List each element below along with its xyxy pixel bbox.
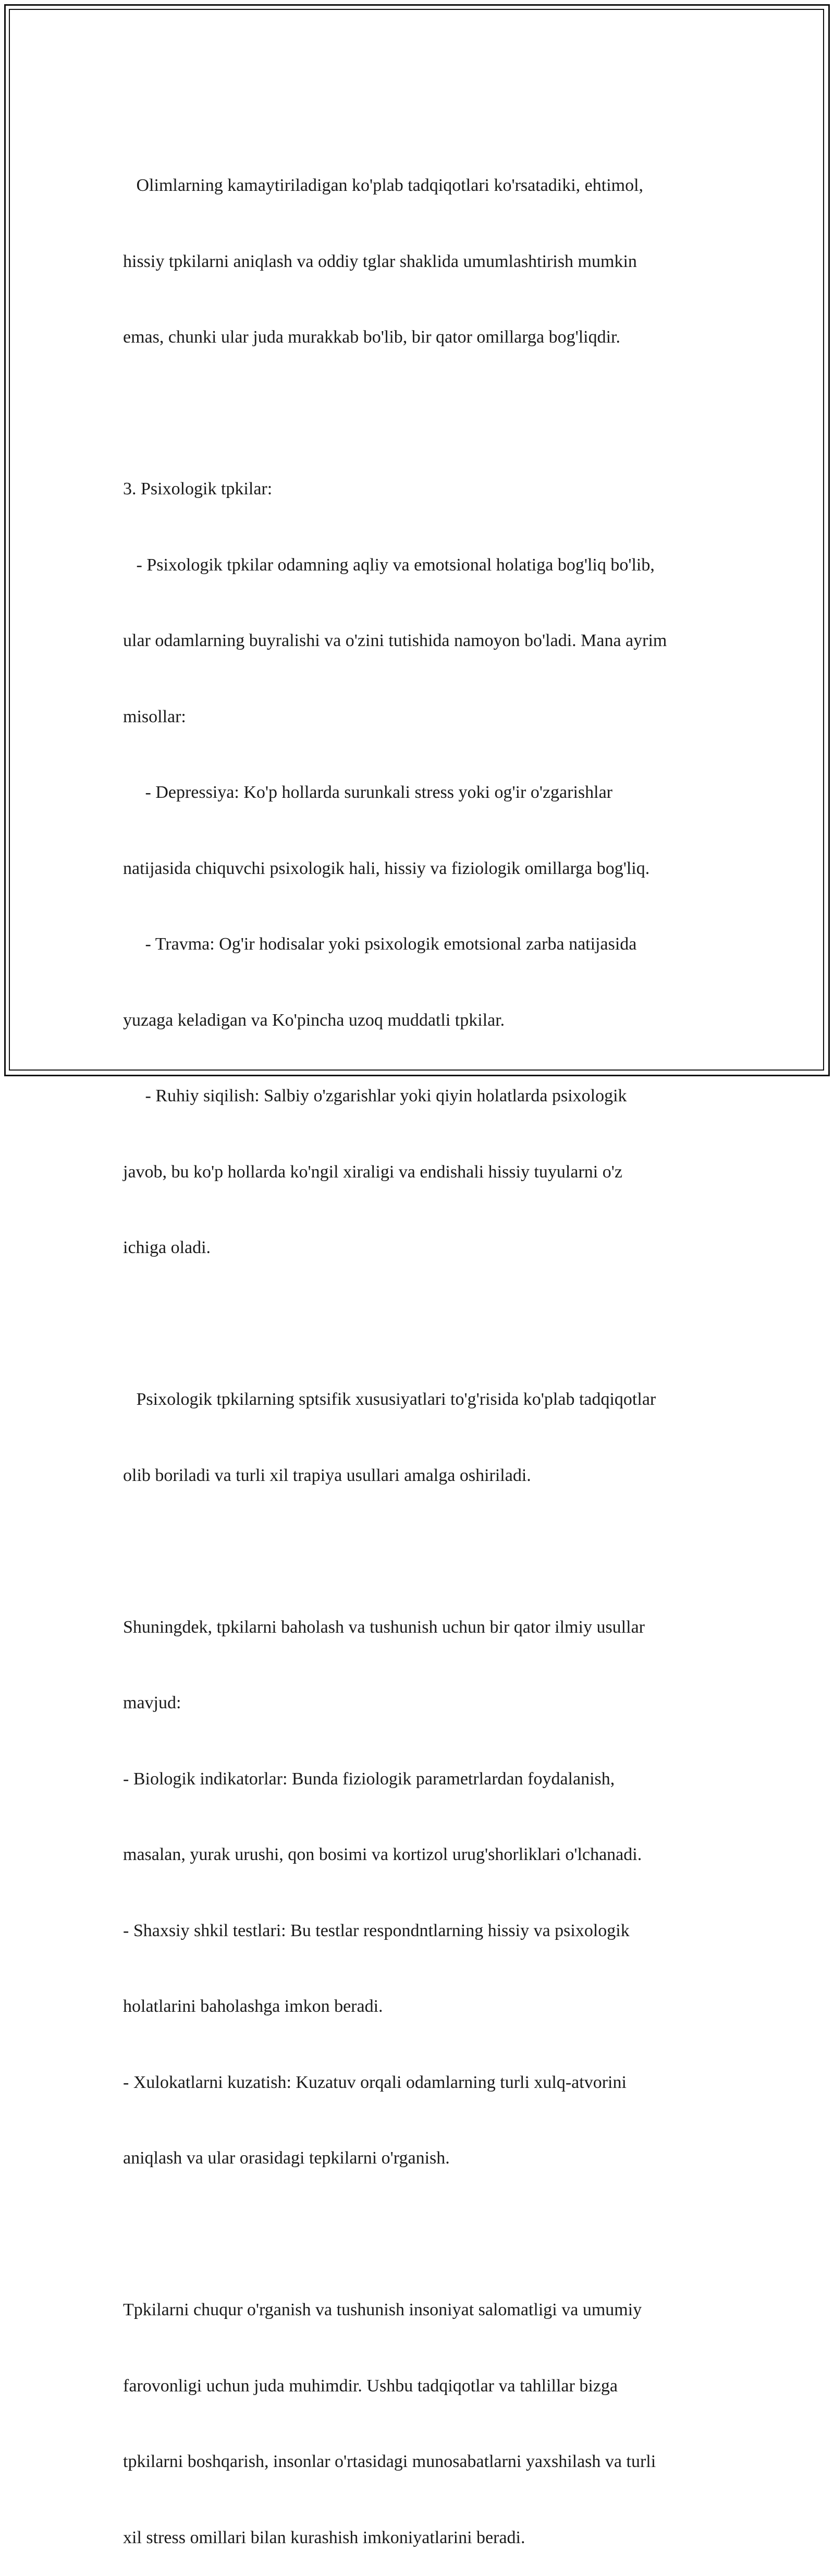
text-line: yuzaga keladigan va Ko'pincha uzoq muddatli tpkilar.	[123, 1010, 505, 1030]
blank-line	[123, 1539, 717, 1564]
text-line: Olimlarning kamaytiriladigan ko'plab tadqiqotlari ko'rsatadiki, ehtimol,	[123, 176, 644, 195]
text-line: - Psixologik tpkilar odamning aqliy va emotsional holatiga bog'liq bo'lib,	[123, 555, 655, 575]
text-line: Shuningdek, tpkilarni baholash va tushunish uchun bir qator ilmiy usullar	[123, 1617, 645, 1637]
text-line: Tpkilarni chuqur o'rganish va tushunish insoniyat salomatligi va umumiy	[123, 2300, 642, 2319]
text-line: mavjud:	[123, 1693, 181, 1712]
blank-line	[123, 2222, 717, 2247]
text-line: aniqlash va ular orasidagi tepkilarni o'rganish.	[123, 2148, 450, 2168]
text-line: masalan, yurak urushi, qon bosimi va kortizol urug'shorliklari o'lchanadi.	[123, 1845, 642, 1864]
text-line: olib boriladi va turli xil trapiya usullari amalga oshiriladi.	[123, 1465, 531, 1485]
text-line: - Xulokatlarni kuzatish: Kuzatuv orqali odamlarning turli xulq-atvorini	[123, 2072, 627, 2092]
text-line: javob, bu ko'p hollarda ko'ngil xiraligi va endishali hissiy tuyularni o'z	[123, 1162, 622, 1182]
text-line: farovonligi uchun juda muhimdir. Ushbu tadqiqotlar va tahlillar bizga	[123, 2376, 618, 2396]
text-line: misollar:	[123, 707, 186, 726]
text-line: - Ruhiy siqilish: Salbiy o'zgarishlar yoki qiyin holatlarda psixologik	[123, 1086, 627, 1105]
text-line: ichiga oladi.	[123, 1238, 211, 1257]
text-line: Psixologik tpkilarning sptsifik xususiyatlari to'g'risida ko'plab tadqiqotlar	[123, 1390, 656, 1409]
text-line: natijasida chiquvchi psixologik hali, hissiy va fiziologik omillarga bog'liq.	[123, 858, 650, 878]
text-line: xil stress omillari bilan kurashish imkoniyatlarini beradi.	[123, 2528, 525, 2547]
blank-line	[123, 401, 717, 427]
text-line: - Depressiya: Ko'p hollarda surunkali stress yoki og'ir o'zgarishlar	[123, 783, 613, 802]
text-line: - Travma: Og'ir hodisalar yoki psixologik emotsional zarba natijasida	[123, 934, 637, 954]
document-body	[123, 123, 717, 2576]
text-line: hissiy tpkilarni aniqlash va oddiy tglar shaklida umumlashtirish mumkin	[123, 251, 637, 271]
text-line: emas, chunki ular juda murakkab bo'lib, bir qator omillarga bog'liqdir.	[123, 327, 620, 347]
text-line: tpkilarni boshqarish, insonlar o'rtasidagi munosabatlarni yaxshilash va turli	[123, 2452, 656, 2471]
text-line: ular odamlarning buyralishi va o'zini tutishida namoyon bo'ladi. Mana ayrim	[123, 631, 667, 650]
blank-line	[123, 1311, 717, 1337]
text-line: - Biologik indikatorlar: Bunda fiziologik parametrlardan foydalanish,	[123, 1769, 615, 1789]
text-line: holatlarini baholashga imkon beradi.	[123, 1997, 383, 2016]
section-heading: 3. Psixologik tpkilar:	[123, 479, 273, 499]
text-line: - Shaxsiy shkil testlari: Bu testlar respondntlarning hissiy va psixologik	[123, 1921, 630, 1940]
